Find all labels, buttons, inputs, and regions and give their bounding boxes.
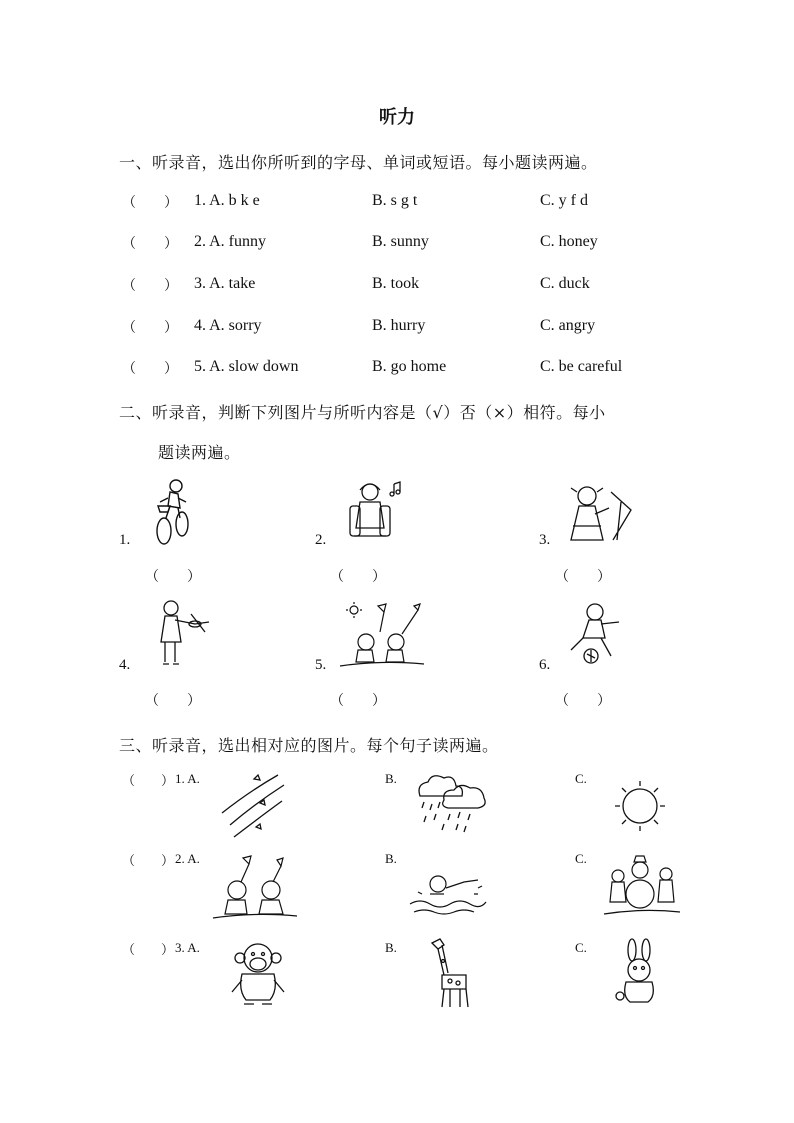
answer-blank[interactable]: （ ） xyxy=(145,693,201,709)
option-b-label: B. xyxy=(385,771,397,786)
option-a: 1. A. b k e xyxy=(194,192,260,209)
answer-blank[interactable]: （ ） xyxy=(122,278,178,294)
part1-instruction: 一、听录音，选出你所听到的字母、单词或短语。每小题读两遍。 xyxy=(119,153,598,172)
option-b: B. sunny xyxy=(372,233,429,250)
answer-blank[interactable]: （ ） xyxy=(555,693,611,709)
answer-blank[interactable]: （ ） xyxy=(122,361,178,377)
answer-blank[interactable]: （ ） xyxy=(122,942,175,957)
girl-playing-violin-icon xyxy=(155,598,215,670)
answer-blank[interactable]: （ ） xyxy=(330,693,386,709)
answer-blank[interactable]: （ ） xyxy=(555,569,611,585)
girl-painting-icon xyxy=(565,482,635,544)
option-a-label: 3. A. xyxy=(175,940,200,955)
page-title: 听力 xyxy=(379,107,415,128)
item-number: 1. xyxy=(119,532,131,548)
option-b: B. took xyxy=(372,275,420,292)
kite-children-icon xyxy=(213,856,297,920)
giraffe-icon xyxy=(426,937,472,1009)
option-c: C. angry xyxy=(540,317,596,334)
item-number: 5. xyxy=(315,657,327,673)
answer-blank[interactable]: （ ） xyxy=(122,236,178,252)
children-flying-kites-icon xyxy=(340,602,425,668)
swimming-girl-icon xyxy=(408,868,486,918)
option-a: 4. A. sorry xyxy=(194,317,262,334)
boy-riding-bike-icon xyxy=(150,476,195,546)
option-c: C. be careful xyxy=(540,358,623,375)
answer-blank[interactable]: （ ） xyxy=(145,569,201,585)
rain-cloud-icon xyxy=(414,772,488,836)
option-b-label: B. xyxy=(385,851,397,866)
girl-listening-music-icon xyxy=(340,476,410,546)
option-a: 5. A. slow down xyxy=(194,358,299,375)
monkey-icon xyxy=(228,940,288,1008)
option-b-label: B. xyxy=(385,940,397,955)
option-a-label: 1. A. xyxy=(175,771,200,786)
item-number: 2. xyxy=(315,532,327,548)
item-number: 3. xyxy=(539,532,551,548)
sun-icon xyxy=(614,780,666,832)
answer-blank[interactable]: （ ） xyxy=(122,195,178,211)
part2-instruction-line1: 二、听录音，判断下列图片与所听内容是（√）否（×）相符。每小 xyxy=(119,403,606,422)
part2-instruction-line2: 题读两遍。 xyxy=(158,443,241,462)
option-b: B. s g t xyxy=(372,192,418,209)
option-b: B. go home xyxy=(372,358,447,375)
boy-playing-football-icon xyxy=(565,600,630,666)
option-b: B. hurry xyxy=(372,317,426,334)
item-number: 4. xyxy=(119,657,131,673)
option-a: 3. A. take xyxy=(194,275,256,292)
option-a: 2. A. funny xyxy=(194,233,266,250)
option-c-label: C. xyxy=(575,940,587,955)
option-c: C. honey xyxy=(540,233,598,250)
answer-blank[interactable]: （ ） xyxy=(122,320,178,336)
item-number: 6. xyxy=(539,657,551,673)
rabbit-icon xyxy=(614,938,664,1006)
part3-instruction: 三、听录音，选出相对应的图片。每个句子读两遍。 xyxy=(119,736,499,755)
option-c: C. duck xyxy=(540,275,590,292)
windy-leaves-icon xyxy=(220,773,285,839)
answer-blank[interactable]: （ ） xyxy=(330,569,386,585)
snowman-children-icon xyxy=(604,856,680,918)
option-a-label: 2. A. xyxy=(175,851,200,866)
option-c-label: C. xyxy=(575,771,587,786)
answer-blank[interactable]: （ ） xyxy=(122,853,175,868)
option-c: C. y f d xyxy=(540,192,588,209)
answer-blank[interactable]: （ ） xyxy=(122,773,175,788)
option-c-label: C. xyxy=(575,851,587,866)
